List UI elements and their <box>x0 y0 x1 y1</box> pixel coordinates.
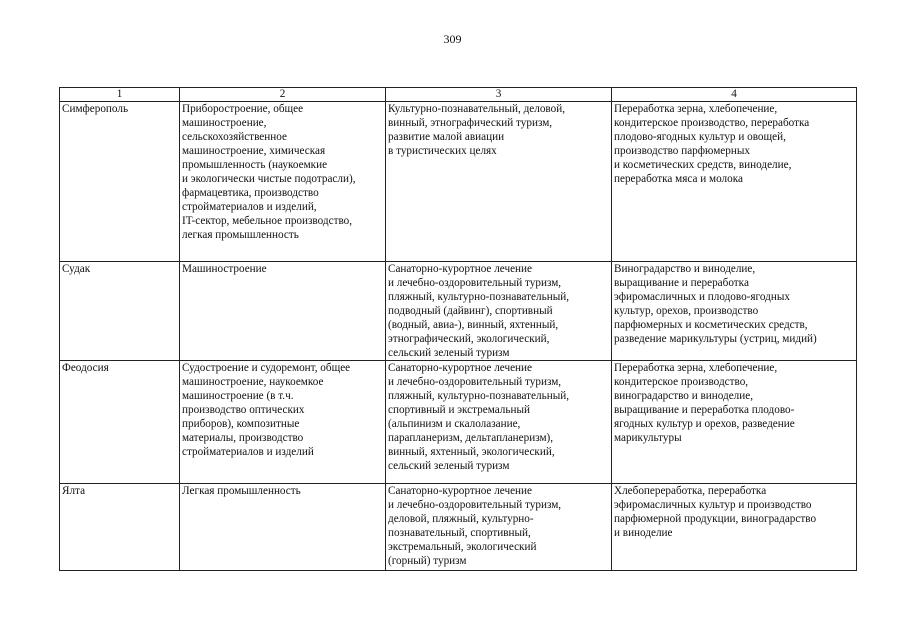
agro-cell <box>612 484 857 571</box>
cell-text-line: выращивание и переработка плодово- <box>614 404 795 416</box>
cell-text-line: винный, этнографический туризм, <box>388 117 553 129</box>
industry-cell <box>180 262 386 361</box>
table-body <box>60 102 857 571</box>
cell-text-line: и лечебно-оздоровительный туризм, <box>388 376 562 388</box>
cell-text-line: переработка мяса и молока <box>614 173 743 185</box>
tourism-cell <box>386 361 612 484</box>
cell-text-line: выращивание и переработка <box>614 277 749 289</box>
cell-text-line: эфиромасличных и плодово-ягодных <box>614 291 790 303</box>
cell-text-line: и лечебно-оздоровительный туризм, <box>388 499 562 511</box>
city-cell <box>60 102 180 262</box>
cell-text-line: приборов), композитные <box>182 418 300 430</box>
industry-cell <box>180 361 386 484</box>
cell-text-line: Виноградарство и виноделие, <box>614 263 756 275</box>
data-table <box>59 87 857 571</box>
cell-text-line: Культурно-познавательный, деловой, <box>388 103 566 115</box>
cell-text-line: Санаторно-курортное лечение <box>388 362 532 374</box>
city-cell <box>60 262 180 361</box>
cell-text-line: парфюмерных и косметических средств, <box>614 319 808 331</box>
cell-text-line: Санаторно-курортное лечение <box>388 263 532 275</box>
cell-text-line: Приборостроение, общее <box>182 103 304 115</box>
cell-text-line: Симферополь <box>62 103 129 115</box>
cell-text-line: марикультуры <box>614 432 682 444</box>
cell-text-line: Судак <box>62 263 91 275</box>
cell-text-line: подводный (дайвинг), спортивный <box>388 305 553 317</box>
cell-text-line: деловой, пляжный, культурно- <box>388 513 534 525</box>
industry-cell <box>180 102 386 262</box>
cell-text-line: фармацевтика, производство <box>182 187 319 199</box>
header-row <box>60 88 857 102</box>
column-header-2: 2 <box>180 88 386 102</box>
agro-cell <box>612 102 857 262</box>
page-number: 309 <box>443 32 462 46</box>
cell-text-line: (альпинизм и скалолазание, <box>388 418 521 430</box>
cell-text-line: винный, яхтенный, экологический, <box>388 446 555 458</box>
table-row <box>60 102 857 262</box>
cell-text-line: этнографический, экологический, <box>388 333 550 345</box>
table-row <box>60 361 857 484</box>
cell-text-line: пляжный, культурно-познавательный, <box>388 390 569 402</box>
cell-text-line: плодово-ягодных культур и овощей, <box>614 131 786 143</box>
cell-text-line: парфюмерной продукции, виноградарство <box>614 513 817 525</box>
cell-text-line: кондитерское производство, переработка <box>614 117 810 129</box>
column-header-4: 4 <box>612 88 857 102</box>
cell-text-line: эфиромасличных культур и производство <box>614 499 812 511</box>
industry-cell <box>180 484 386 571</box>
cell-text-line: Переработка зерна, хлебопечение, <box>614 103 778 115</box>
cell-text-line: стройматериалов и изделий <box>182 446 314 458</box>
cell-text-line: ягодных культур и орехов, разведение <box>614 418 795 430</box>
column-header-1: 1 <box>60 88 180 102</box>
cell-text-line: Ялта <box>62 485 86 497</box>
cell-text-line: машиностроение, наукоемкое <box>182 376 324 388</box>
cell-text-line: и косметических средств, виноделие, <box>614 159 792 171</box>
cell-text-line: машиностроение, <box>182 117 267 129</box>
cell-text-line: Судостроение и судоремонт, общее <box>182 362 351 374</box>
cell-text-line: развитие малой авиации <box>388 131 505 143</box>
cell-text-line: производство оптических <box>182 404 305 416</box>
tourism-cell <box>386 484 612 571</box>
cell-text-line: IT-сектор, мебельное производство, <box>182 215 353 227</box>
cell-text-line: машиностроение, химическая <box>182 145 326 157</box>
cell-text-line: спортивный и экстремальный <box>388 404 530 416</box>
cell-text-line: Машиностроение <box>182 263 267 275</box>
cell-text-line: сельский зеленый туризм <box>388 347 510 359</box>
tourism-cell <box>386 262 612 361</box>
cell-text-line: и лечебно-оздоровительный туризм, <box>388 277 562 289</box>
tourism-cell <box>386 102 612 262</box>
agro-cell <box>612 361 857 484</box>
cell-text-line: парапланеризм, дельтапланеризм), <box>388 432 554 444</box>
cell-text-line: легкая промышленность <box>182 229 299 241</box>
cell-text-line: пляжный, культурно-познавательный, <box>388 291 569 303</box>
cell-text-line: Легкая промышленность <box>182 485 301 497</box>
city-cell <box>60 484 180 571</box>
cell-text-line: производство парфюмерных <box>614 145 750 157</box>
cell-text-line: виноградарство и виноделие, <box>614 390 754 402</box>
cell-text-line: (водный, авиа-), винный, яхтенный, <box>388 319 559 331</box>
cell-text-line: познавательный, спортивный, <box>388 527 531 539</box>
column-header-3: 3 <box>386 88 612 102</box>
agro-cell <box>612 262 857 361</box>
cell-text-line: и виноделие <box>614 527 673 539</box>
cell-text-line: культур, орехов, производство <box>614 305 759 317</box>
cell-text-line: стройматериалов и изделий, <box>182 201 317 213</box>
cell-text-line: кондитерское производство, <box>614 376 749 388</box>
cell-text-line: и экологически чистые подотрасли), <box>182 173 356 185</box>
table-row <box>60 484 857 571</box>
cell-text-line: разведение марикультуры (устриц, мидий) <box>614 333 817 345</box>
cell-text-line: сельский зеленый туризм <box>388 460 510 472</box>
cell-text-line: (горный) туризм <box>388 555 467 567</box>
cell-text-line: машиностроение (в т.ч. <box>182 390 294 402</box>
cell-text-line: сельскохозяйственное <box>182 131 287 143</box>
cell-text-line: Переработка зерна, хлебопечение, <box>614 362 778 374</box>
table-row <box>60 262 857 361</box>
cell-text-line: Хлебопереработка, переработка <box>614 485 767 497</box>
cell-text-line: материалы, производство <box>182 432 304 444</box>
cell-text-line: Санаторно-курортное лечение <box>388 485 532 497</box>
city-cell <box>60 361 180 484</box>
cell-text-line: в туристических целях <box>388 145 497 157</box>
cell-text-line: промышленность (наукоемкие <box>182 159 328 171</box>
cell-text-line: экстремальный, экологический <box>388 541 537 553</box>
cell-text-line: Феодосия <box>62 362 109 374</box>
